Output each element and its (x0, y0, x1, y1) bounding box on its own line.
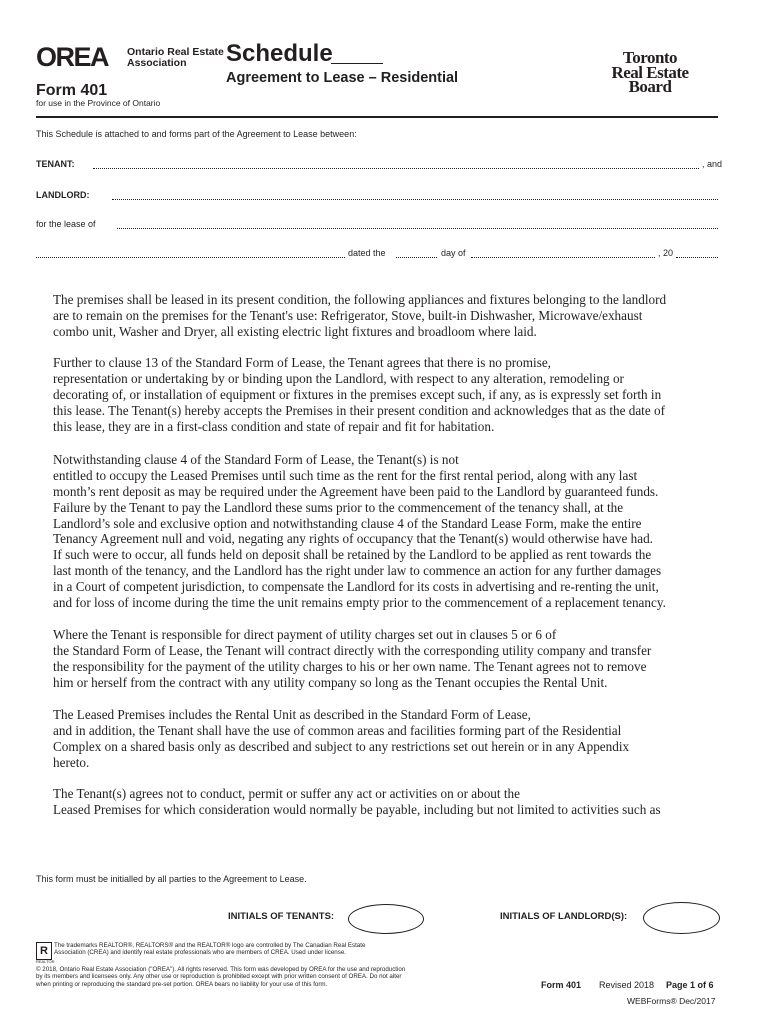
day-of-label: day of (441, 248, 466, 258)
dated-label: dated the (348, 248, 386, 258)
orea-association-name (127, 47, 224, 69)
trb-logo-line2: Real Estate (611, 62, 689, 82)
lease-of-field-continued[interactable] (36, 249, 345, 258)
text-line: in a Court of competent jurisdiction, to compensate the Landlord for its costs in advertising and re-renting the unit, (53, 579, 659, 595)
text-line: month’s rent deposit as may be required under the Agreement have been paid to the Landlord by guaranteed funds. (53, 483, 659, 499)
paragraph-utilities (53, 627, 733, 691)
paragraph-common-areas (53, 707, 733, 771)
text-line: Failure by the Tenant to pay the Landlord these sums prior to the commencement of the tenancy shall, at the (53, 499, 624, 515)
text-line: Landlord’s sole and exclusive option and notwithstanding clause 4 of the Standard Lease Form, make the entire (53, 515, 642, 531)
header-divider (36, 116, 718, 118)
text-line: decorating of, or installation of equipment or fixtures in the premises except such, if any, as is expressly set forth in (53, 386, 662, 402)
realtor-logo-text: REALTOR (36, 959, 55, 964)
orea-name-line2: Association (127, 57, 187, 69)
text-line: Tenancy Agreement null and void, negating any rights of occupancy that the Tenant(s) would otherwise have had. (53, 531, 653, 547)
text-line: the responsibility for the payment of the utility charges to his or her own name. The Tenant agrees not to remove (53, 658, 647, 674)
trademark-line: Association (CREA) and identify real estate professionals who are members of CREA. Used under license. (54, 949, 346, 957)
text-line: the Standard Form of Lease, the Tenant will contract directly with the corresponding utility company and transfer (53, 642, 652, 658)
year-field[interactable] (676, 249, 718, 258)
tenant-label: TENANT: (36, 159, 75, 169)
text-line: last month of the tenancy, and the Landlord has the right under law to commence an action for any further damages (53, 563, 662, 579)
trb-logo (602, 48, 698, 96)
initials-tenants-field[interactable] (348, 904, 424, 934)
text-line: him or herself from the contract with any utility company so long as the Tenant occupies the Rental Unit. (53, 674, 608, 690)
lease-of-label: for the lease of (36, 219, 96, 229)
realtor-logo-icon: R (36, 942, 52, 960)
text-line: representation or undertaking by or binding upon the Landlord, with respect to any alteration, remodeling or (53, 370, 624, 386)
footer-revised: Revised 2018 (599, 980, 655, 990)
text-line: this lease. The Tenant(s) hereby accepts the Premises in their present condition and acknowledges that as the date of (53, 402, 665, 418)
province-note: for use in the Province of Ontario (36, 98, 161, 108)
copyright-line: when printing or reproducing the standard pre-set portion. OREA bears no liability for your use of this form. (36, 980, 328, 988)
initials-landlords-label: INITIALS OF LANDLORD(S): (500, 911, 628, 922)
text-line: Further to clause 13 of the Standard Form of Lease, the Tenant agrees that there is no promise, (53, 355, 551, 370)
text-line: entitled to occupy the Leased Premises until such time as the rent for the first rental period, along with any last (53, 467, 638, 483)
text-line: this lease, they are in a first-class condition and state of repair and fit for habitation. (53, 418, 495, 434)
trb-logo-line3: Board (628, 77, 672, 96)
attached-statement: This Schedule is attached to and forms part of the Agreement to Lease between: (36, 129, 357, 139)
text-line: Leased Premises for which consideration would normally be payable, including but not limited to activities such as (53, 801, 661, 817)
trademark-line: The trademarks REALTOR®, REALTORS® and the REALTOR® logo are controlled by The Canadian Real Estate (54, 942, 366, 949)
text-line: The premises shall be leased in its present condition, the following appliances and fixtures belonging to the landlord (53, 292, 667, 307)
footer-form-number: Form 401 (541, 980, 582, 990)
schedule-letter-blank[interactable] (331, 63, 383, 64)
paragraph-occupancy (53, 452, 733, 611)
dated-field[interactable] (396, 249, 437, 258)
orea-logo: OREA (36, 42, 109, 72)
landlord-label: LANDLORD: (36, 190, 90, 200)
landlord-field[interactable] (112, 191, 718, 200)
tenant-field[interactable] (93, 160, 699, 169)
orea-name-line1: Ontario Real Estate (127, 46, 224, 58)
copyright-notice (36, 966, 514, 988)
schedule-title: Schedule (226, 40, 333, 67)
initials-landlords-field[interactable] (643, 902, 720, 934)
text-line: Complex on a shared basis only as described and subject to any restrictions set out herein or in any Appendix (53, 738, 630, 754)
footer-webforms: WEBForms® Dec/2017 (627, 996, 716, 1006)
text-line: Where the Tenant is responsible for direct payment of utility charges set out in clauses 5 or 6 of (53, 627, 557, 642)
year-label: , 20 (658, 248, 674, 258)
trademark-notice (54, 942, 514, 957)
month-field[interactable] (471, 249, 655, 258)
paragraph-activities (53, 786, 733, 818)
text-line: Notwithstanding clause 4 of the Standard Form of Lease, the Tenant(s) is not (53, 452, 459, 467)
copyright-line: by its members and licensees only. Any other use or reproduction is prohibited except with prior written consent of OREA. Do not alter (36, 973, 402, 981)
trb-logo-line1: Toronto (622, 48, 678, 67)
text-line: The Leased Premises includes the Rental Unit as described in the Standard Form of Lease, (53, 707, 531, 722)
text-line: and in addition, the Tenant shall have the use of common areas and facilities forming part of the Residential (53, 722, 622, 738)
text-line: are to remain on the premises for the Tenant's use: Refrigerator, Stove, built-in Dishwasher, Microwave/exhaust (53, 307, 643, 323)
schedule-subtitle: Agreement to Lease – Residential (226, 70, 459, 86)
text-line: combo unit, Washer and Dryer, all existing electric light fixtures and broadloom where laid. (53, 323, 537, 339)
text-line: If such were to occur, all funds held on deposit shall be retained by the Landlord to be applied as rent towards the (53, 547, 652, 563)
initials-tenants-label: INITIALS OF TENANTS: (228, 911, 335, 922)
footer-page-number: Page 1 of 6 (666, 980, 714, 990)
lease-of-field[interactable] (117, 220, 718, 229)
form-number: Form 401 (36, 82, 108, 99)
initialled-note: This form must be initialled by all parties to the Agreement to Lease. (36, 874, 307, 884)
copyright-line: © 2018, Ontario Real Estate Association ("OREA"). All rights reserved. This form was developed by OREA for the use and reproduction (36, 966, 406, 973)
text-line: hereto. (53, 754, 90, 770)
tenant-and-text: , and (702, 159, 723, 169)
text-line: The Tenant(s) agrees not to conduct, permit or suffer any act or activities on or about the (53, 786, 520, 801)
text-line: and for loss of income during the time the unit remains empty prior to the commencement of a replacement tenancy. (53, 595, 666, 611)
paragraph-appliances (53, 292, 733, 340)
paragraph-no-promise (53, 355, 733, 434)
